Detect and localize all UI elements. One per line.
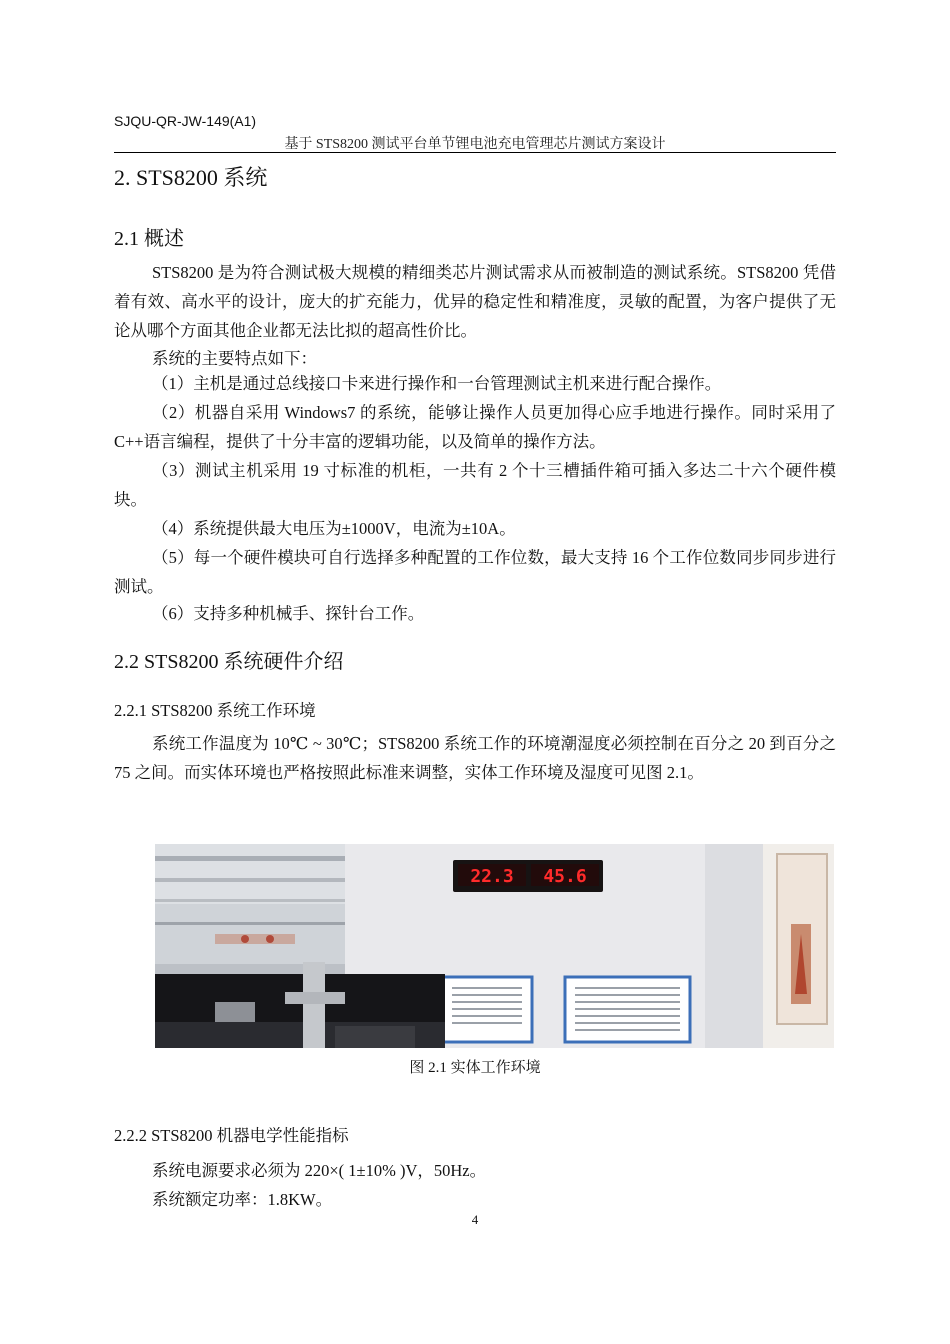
feature-item-6: （6）支持多种机械手、探针台工作。 [152, 604, 425, 623]
document-code: SJQU-QR-JW-149(A1) [114, 113, 257, 129]
figure-caption: 图 2.1 实体工作环境 [409, 1060, 541, 1076]
feature-item-2: （2）机器自采用 Windows7 的系统，能够让操作人员更加得心应手地进行操作。同时采用了 C++语言编程，提供了十分丰富的逻辑功能，以及简单的操作方法。 [114, 403, 836, 451]
hardware-heading: 2.2 STS8200 系统硬件介绍 [114, 651, 344, 673]
environment-paragraph: 系统工作温度为 10℃ ~ 30℃；STS8200 系统工作的环境潮湿度必须控制在百分之 20 到百分之 75 之间。而实体环境也严格按照此标准来调整，实体工作环境及湿度可见图 2.1。 [114, 734, 836, 782]
page-number: 4 [471, 1212, 479, 1227]
feature-item-1: （1）主机是通过总线接口卡来进行操作和一台管理测试主机来进行配合操作。 [152, 374, 722, 393]
display-humidity: 45.6 [543, 866, 587, 887]
header-divider [114, 152, 836, 153]
environment-heading: 2.2.1 STS8200 系统工作环境 [114, 701, 316, 720]
environment-photo [155, 844, 834, 1048]
electrical-heading: 2.2.2 STS8200 机器电学性能指标 [114, 1126, 349, 1145]
feature-item-5: （5）每一个硬件模块可自行选择多种配置的工作位数，最大支持 16 个工作位数同步同步进行测试。 [114, 548, 836, 596]
overview-heading: 2.1 概述 [114, 228, 184, 250]
display-temperature: 22.3 [470, 866, 514, 887]
features-lead: 系统的主要特点如下： [152, 349, 317, 368]
feature-item-4: （4）系统提供最大电压为±1000V，电流为±10A。 [152, 519, 516, 538]
overview-intro-paragraph: STS8200 是为符合测试极大规模的精细类芯片测试需求从而被制造的测试系统。STS8200 凭借着有效、高水平的设计，庞大的扩充能力，优异的稳定性和精准度，灵敏的配置，为客户提供了无论从哪个方面其他企业都无法比拟的超高性价比。 [114, 263, 836, 340]
section-title: 2. STS8200 系统 [114, 165, 268, 190]
power-supply-requirement: 系统电源要求必须为 220×( 1±10% )V，50Hz。 [152, 1161, 487, 1180]
rated-power: 系统额定功率：1.8KW。 [152, 1190, 333, 1209]
running-header-title: 基于 STS8200 测试平台单节锂电池充电管理芯片测试方案设计 [284, 137, 666, 152]
feature-item-3: （3）测试主机采用 19 寸标准的机柜，一共有 2 个十三槽插件箱可插入多达二十六个硬件模块。 [114, 461, 836, 509]
